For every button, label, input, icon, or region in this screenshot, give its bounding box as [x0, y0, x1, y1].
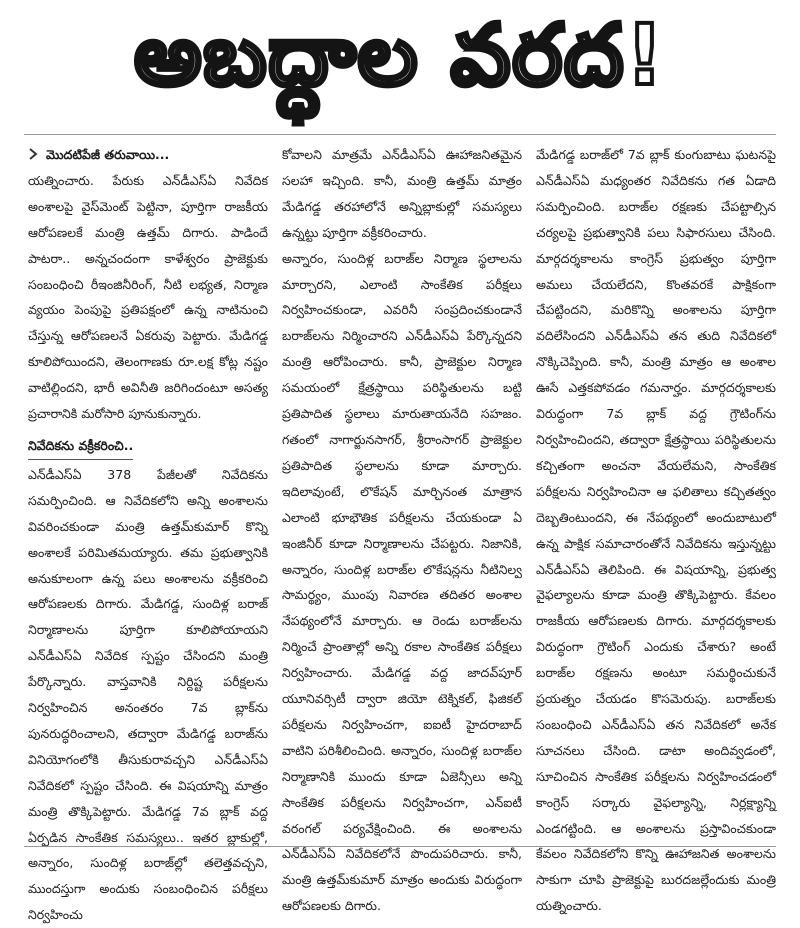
paragraph: యత్నించారు. పేరుకు ఎన్‌డీఎస్‌ఏ నివేదిక అంశాలపై వైస్‌మెంట్ పెట్టినా, పూర్తిగా రాజకీయ ఆరోపణలకే మంత్రి ఉత్తమ్ దిగారు. పాడిందే పాటరా.. అన్నచందంగా కాళేశ్వరం ప్రాజెక్టుకు సంబంధించి రీఇంజినీరింగ్, నీటి లభ్యత, నిర్మాణ వ్యయం పెంపుపై ప్రతిపక్షంలో ఉన్న నాటినుంచి చేస్తున్న ఆరోపణలనే ఏకరువు పెట్టారు. మేడిగడ్డ కూలిపోయిందని, తెలంగాణకు రూ.లక్ష కోట్ల నష్టం వాటిల్లిందని, భారీ అవినీతి జరిగిందంటూ అసత్య ప్రచారానికి మరోసారి పూనుకున్నారు.	[28, 172, 268, 422]
continuation-text: మొదటిపేజీ తరువాయి...	[46, 147, 170, 162]
paragraph: ఎన్‌డీఎస్‌ఏ 378 పేజీలతో నివేదికను సమర్పించింది. ఆ నివేదికలోని అన్ని అంశాలను వివరించకుండా మంత్రి ఉత్తమ్‌కుమార్ కొన్ని అంశాలకే పరిమితమయ్యారు. తమ ప్రభుత్వానికి అనుకూలంగా ఉన్న పలు అంశాలను వక్రీకరించి ఆరోపణలకు దిగారు. మేడిగడ్డ, సుందిళ్ల బరాజ్ నిర్మాణాలను పూర్తిగా కూలిపోయాయని ఎన్‌డీఎస్‌ఏ నివేదిక స్పష్టం చేసిందని మంత్రి పేర్కొన్నారు. వాస్తవానికి నిర్దిష్ట పరీక్షలను నిర్వహించిన అనంతరం 7వ బ్లాక్‌ను పునరుద్ధరించాలని, తద్వారా మేడిగడ్డ బరాజ్‌ను వినియోగంలోకి తీసుకురావచ్చని ఎన్‌డీఎస్‌ఏ నివేదికలో స్పష్టం చేసింది. ఈ విషయాన్ని మాత్రం మంత్రి తొక్కిపెట్టారు. మేడిగడ్డ 7వ బ్లాక్ వద్ద ఏర్పడిన సాంకేతిక సమస్యలు.. ఇతర బ్లాకుల్లో, అన్నారం, సుందిళ్ల బరాజ్‌ల్లో తలెత్తవచ్చని, ముందస్తుగా అందుకు సంబంధించిన పరీక్షలు నిర్వహించు	[28, 466, 268, 923]
column-3	[536, 142, 776, 914]
bottom-divider	[24, 846, 776, 847]
chevron-right-icon	[28, 148, 40, 162]
headline: అబద్ధాల వరద!	[134, 5, 666, 104]
subheading: నివేదికను వక్రీకరించి..	[28, 433, 133, 460]
continuation-label	[28, 142, 268, 168]
paragraph: అన్నారం, సుందిళ్ల బరాజ్‌ల నిర్మాణ స్థలాలను మార్చారని, ఎలాంటి సాంకేతిక పరీక్షలు నిర్వహించకుండా, ఎవరినీ సంప్రదించకుండానే బరాజ్‌లను నిర్మించారని ఎన్‌డీఎస్‌ఏ పేర్కొన్నదని మంత్రి ఆరోపించారు. కానీ, ప్రాజెక్టుల నిర్మాణ సమయంలో క్షేత్రస్థాయి పరిస్థితులను బట్టి ప్రతిపాదిత స్థలాలు మారుతాయనేది సహజం. గతంలో నాగార్జునసాగర్, శ్రీరాంసాగర్ ప్రాజెక్టుల ప్రతిపాదిత స్థలాలను కూడా మార్చారు. ఇదిలావుంటే, లొకేషన్ మార్చినంత మాత్రాన ఎలాంటి భూభౌతిక పరీక్షలను చేయకుండా ఏ ఇంజినీర్ కూడా నిర్మాణాలను చేపట్టరు. నిజానికి, అన్నారం, సుందిళ్ల బరాజ్‌ల లొకేషన్లను నీటినిల్వ సామర్థ్యం, ముంపు నివారణ తదితర అంశాల నేపథ్యంలోనే మార్చారు. ఆ రెండు బరాజ్‌లను నిర్మించే ప్రాంతాల్లో అన్ని రకాల సాంకేతిక పరీక్షలు నిర్వహించారు. మేడిగడ్డ వద్ద జాదవ్‌పూర్ యూనివర్సిటీ ద్వారా జియో టెక్నికల్, ఫిజికల్ పరీక్షలను నిర్వహించగా, ఐఐటీ హైదరాబాద్ వాటిని పరిశీలించింది. అన్నారం, సుందిళ్ల బరాజ్‌ల నిర్మాణానికి ముందు కూడా ఏజెన్సీలు అన్ని సాంకేతిక పరీక్షలను నిర్వహించగా, ఎన్‌ఐటీ వరంగల్ పర్యవేక్షించింది. ఈ అంశాలను ఎన్‌డీఎస్‌ఏ నివేదికలోనే పొందుపరిచారు. కానీ, మంత్రి ఉత్తమ్‌కుమార్ మాత్రం అందుకు విరుద్ధంగా ఆరోపణలకు దిగారు.	[282, 250, 522, 914]
top-divider	[24, 134, 776, 135]
article-body	[28, 142, 776, 923]
paragraph: మేడిగడ్డ బరాజ్‌లో 7వ బ్లాక్ కుంగుబాటు ఘటనపై ఎన్‌డీఎస్‌ఏ మధ్యంతర నివేదికను గత ఏడాది సమర్పించింది. బరాజ్‌ల రక్షణకు చేపట్టాల్సిన చర్యలపై ప్రభుత్వానికి పలు సిఫారసులు చేసింది. మార్గదర్శకాలను కాంగ్రెస్ ప్రభుత్వం పూర్తిగా అమలు చేయలేదని, కొంతవరకే పాక్షికంగా చేపట్టిందని, మరికొన్ని అంశాలను పూర్తిగా వదిలేసిందని ఎన్‌డీఎస్‌ఏ తన తుది నివేదికలో నొక్కిచెప్పింది. కానీ, మంత్రి మాత్రం ఆ అంశాల ఊసే ఎత్తకపోవడం గమనార్హం. మార్గదర్శకాలకు విరుద్ధంగా 7వ బ్లాక్ వద్ద గ్రౌటింగ్‌ను నిర్వహించిందని, తద్వారా క్షేత్రస్థాయి పరిస్థితులను కచ్చితంగా అంచనా వేయలేమని, సాంకేతిక పరీక్షలను నిర్వహించినా ఆ ఫలితాలు కచ్చితత్వం దెబ్బతింటుందని, ఈ నేపథ్యంలో అందుబాటులో ఉన్న పాక్షిక సమాచారంతోనే నివేదికను ఇస్తున్నట్టు ఎన్‌డీఎస్‌ఏ తెలిపింది. ఈ విషయాన్ని, ప్రభుత్వ వైఫల్యాలను కూడా మంత్రి తొక్కిపెట్టారు. కేవలం రాజకీయ ఆరోపణలకు దిగారు. మార్గదర్శకాలకు విరుద్ధంగా గ్రౌటింగ్ ఎందుకు చేశారు? అంటే బరాజ్‌ల రక్షణను అంటూ సమర్థించుకునే ప్రయత్నం చేయడం కొసమెరుపు. బరాజ్‌లకు సంబంధించి ఎన్‌డీఎస్‌ఏ తన నివేదికలో అనేక సూచనలు చేసింది. డాటా అందివ్వడంలో, సూచించిన సాంకేతిక పరీక్షలను నిర్వహించడంలో కాంగ్రెస్ సర్కారు వైఫల్యాన్ని, నిర్లక్ష్యాన్ని ఎండగట్టింది. ఆ అంశాలను ప్రస్తావించకుండా కేవలం నివేదికలోని కొన్ని ఊహాజనిత అంశాలను సాకుగా చూపి ప్రాజెక్టుపై బురదజల్లేందుకు మంత్రి యత్నించారు.	[536, 147, 776, 914]
paragraph: కోవాలని మాత్రమే ఎన్‌డీఎస్‌ఏ ఊహాజనితమైన సలహా ఇచ్చింది. కానీ, మంత్రి ఉత్తమ్ మాత్రం మేడిగడ్డ తరహాలోనే అన్నిబ్లాకుల్లో సమస్యలు ఉన్నట్టు పూర్తిగా వక్రీకరించారు.	[282, 147, 522, 240]
column-1	[28, 142, 268, 923]
column-2	[282, 142, 522, 914]
